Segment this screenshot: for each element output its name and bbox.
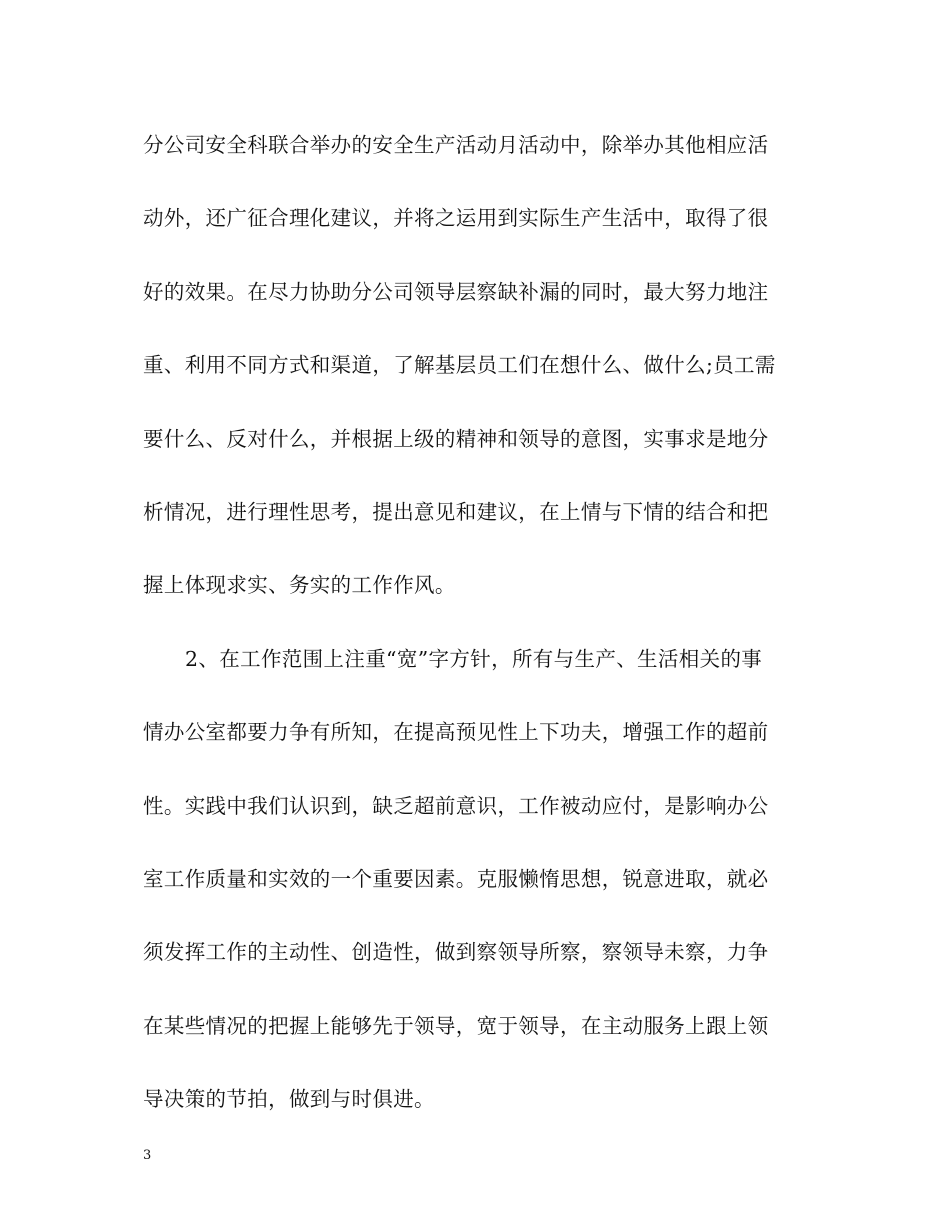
paragraph-line: 析情况，进行理性思考，提出意见和建议，在上情与下情的结合和把 <box>143 499 769 524</box>
paragraph-line: 室工作质量和实效的一个重要因素。克服懒惰思想，锐意进取，就必 <box>143 866 769 891</box>
paragraph-1 <box>143 122 808 636</box>
paragraph-line: 2、在工作范围上注重“宽”字方针，所有与生产、生活相关的事 <box>185 646 763 671</box>
body-text <box>143 122 808 1149</box>
paragraph-line: 重、利用不同方式和渠道，了解基层员工们在想什么、做什么;员工需 <box>143 353 776 378</box>
paragraph-line: 握上体现求实、务实的工作作风。 <box>143 573 456 598</box>
paragraph-line: 情办公室都要力争有所知，在提高预见性上下功夫，增强工作的超前 <box>143 720 769 745</box>
paragraph-2 <box>143 636 808 1150</box>
paragraph-line: 在某些情况的把握上能够先于领导，宽于领导，在主动服务上跟上领 <box>143 1013 769 1038</box>
paragraph-line: 导决策的节拍，做到与时俱进。 <box>143 1087 435 1112</box>
paragraph-line: 要什么、反对什么，并根据上级的精神和领导的意图，实事求是地分 <box>143 426 769 451</box>
paragraph-line: 分公司安全科联合举办的安全生产活动月活动中，除举办其他相应活 <box>143 133 769 157</box>
paragraph-line: 须发挥工作的主动性、创造性，做到察领导所察，察领导未察，力争 <box>143 940 769 965</box>
paragraph-line: 性。实践中我们认识到，缺乏超前意识，工作被动应付，是影响办公 <box>143 793 769 818</box>
paragraph-line: 动外，还广征合理化建议，并将之运用到实际生产生活中，取得了很 <box>143 206 769 231</box>
paragraph-line: 好的效果。在尽力协助分公司领导层察缺补漏的同时，最大努力地注 <box>143 279 769 304</box>
page-number: 3 <box>143 1148 152 1163</box>
